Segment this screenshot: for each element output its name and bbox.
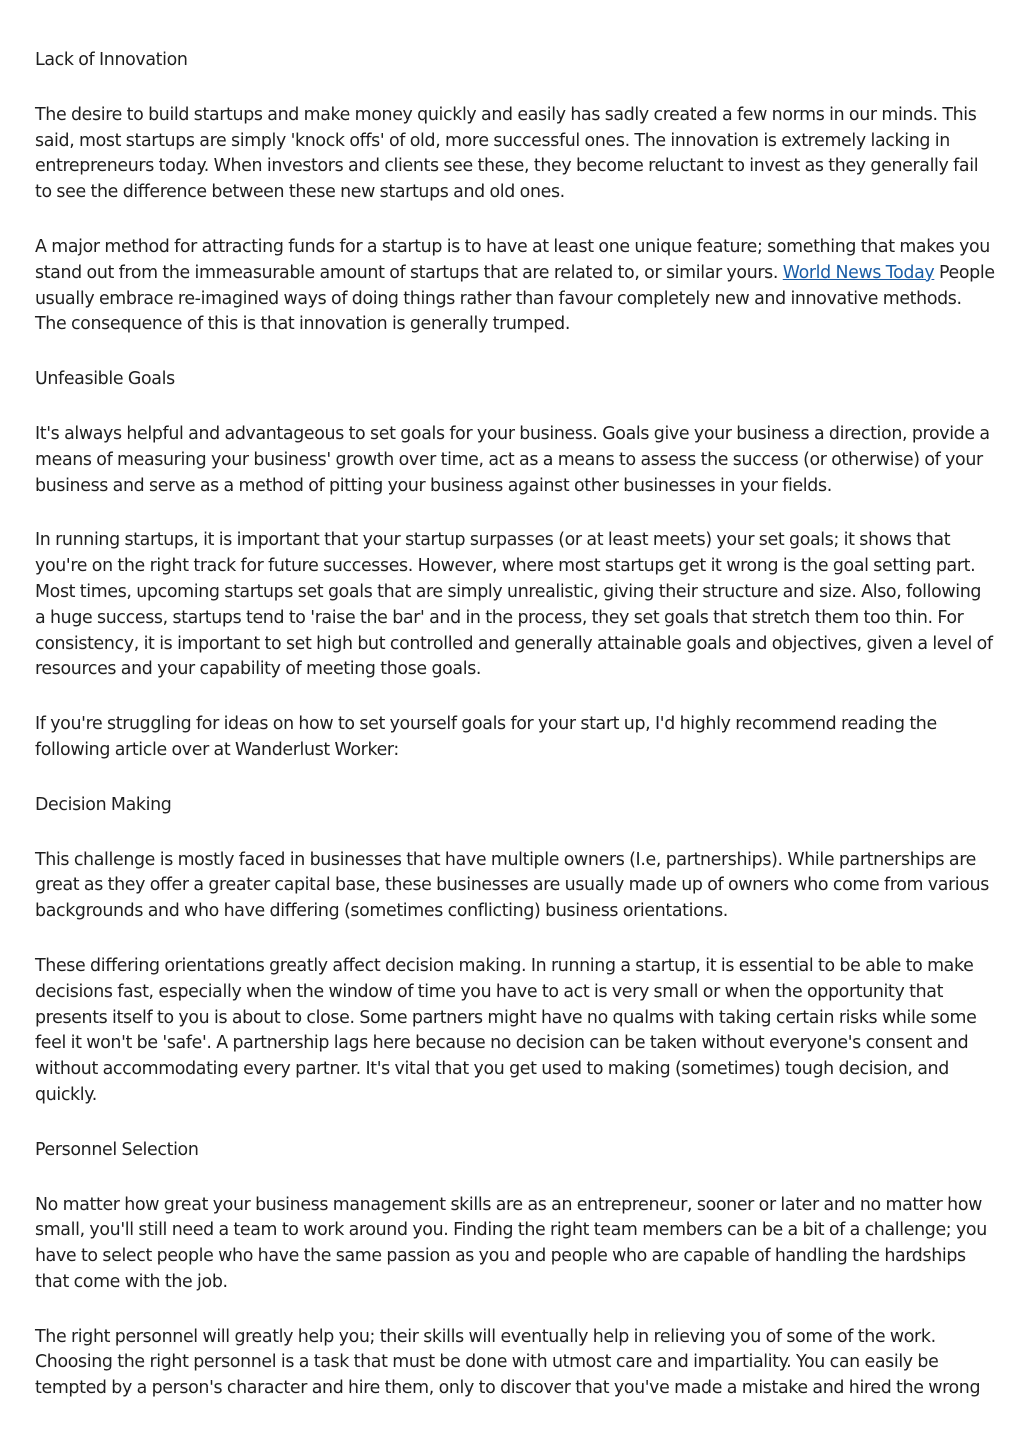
paragraph-personnel-1: No matter how great your business management skills are as an entrepreneur, sooner or later and no matter how small, you'll still need a team to work around you. Finding the right team members can be a bit of a challenge; you have to select people who have the same passion as you and people who are capable of handling the hardships that come with the job. <box>35 1194 987 1292</box>
paragraph-decision-2: These differing orientations greatly affect decision making. In running a startup, it is essential to be able to make decisions fast, especially when the window of time you have to act is very small or when the opportunity that presents itself to you is about to close. Some partners might have no qualms with taking certain risks while some feel it won't be 'safe'. A partnership lags here because no decision can be taken without everyone's consent and without accommodating every partner. It's vital that you get used to making (sometimes) tough decision, and quickly. <box>35 955 977 1105</box>
paragraph-goals-2: In running startups, it is important that your startup surpasses (or at least meets) your set goals; it shows that you're on the right track for future successes. However, where most startups get it wrong is the goal setting part. Most times, upcoming startups set goals that are simply unrealistic, giving their structure and size. Also, following a huge success, startups tend to 'raise the bar' and in the process, they set goals that stretch them too thin. For consistency, it is important to set high but controlled and generally attainable goals and objectives, given a level of resources and your capability of meeting those goals. <box>35 530 993 680</box>
paragraph-goals-1: It's always helpful and advantageous to set goals for your business. Goals give your business a direction, provide a means of measuring your business' growth over time, act as a means to assess the success (or otherwise) of your business and serve as a method of pitting your business against other businesses in your fields. <box>35 423 990 496</box>
section-heading-decision: Decision Making <box>35 794 172 815</box>
paragraph-goals-3: If you're struggling for ideas on how to set yourself goals for your start up, I'd highly recommend reading the following article over at Wanderlust Worker: <box>35 714 937 760</box>
paragraph-innovation-2 <box>35 235 995 338</box>
document-page <box>35 48 995 1431</box>
section-heading-personnel: Personnel Selection <box>35 1139 199 1160</box>
world-news-today-link[interactable]: World News Today <box>782 262 935 283</box>
paragraph-text: A major method for attracting funds for a startup is to have at least one unique feature; something that makes you stand out from the immeasurable amount of startups that are related to, or similar yours. <box>35 236 990 283</box>
paragraph-innovation-1: The desire to build startups and make money quickly and easily has sadly created a few norms in our minds. This said, most startups are simply 'knock offs' of old, more successful ones. The innovation is extremely lacking in entrepreneurs today. When investors and clients see these, they become reluctant to invest as they generally fail to see the difference between these new startups and old ones. <box>35 104 979 203</box>
paragraph-decision-1: This challenge is mostly faced in businesses that have multiple owners (I.e, partnerships). While partnerships are great as they offer a greater capital base, these businesses are usually made up of owners who come from various backgrounds and who have differing (sometimes conflicting) business orientations. <box>35 849 989 922</box>
section-heading-innovation: Lack of Innovation <box>35 50 188 70</box>
section-heading-goals: Unfeasible Goals <box>35 369 175 390</box>
paragraph-personnel-2: The right personnel will greatly help you; their skills will eventually help in relieving you of some of the work. Choosing the right personnel is a task that must be done with utmost care and impartiality. You can easily be tempted by a person's character and hire them, only to discover that you've made a mistake and hired the wrong <box>35 1326 981 1399</box>
paragraph-text: People usually embrace re-imagined ways of doing things rather than favour completely new and innovative methods. The consequence of this is that innovation is generally trumped. <box>35 262 995 335</box>
